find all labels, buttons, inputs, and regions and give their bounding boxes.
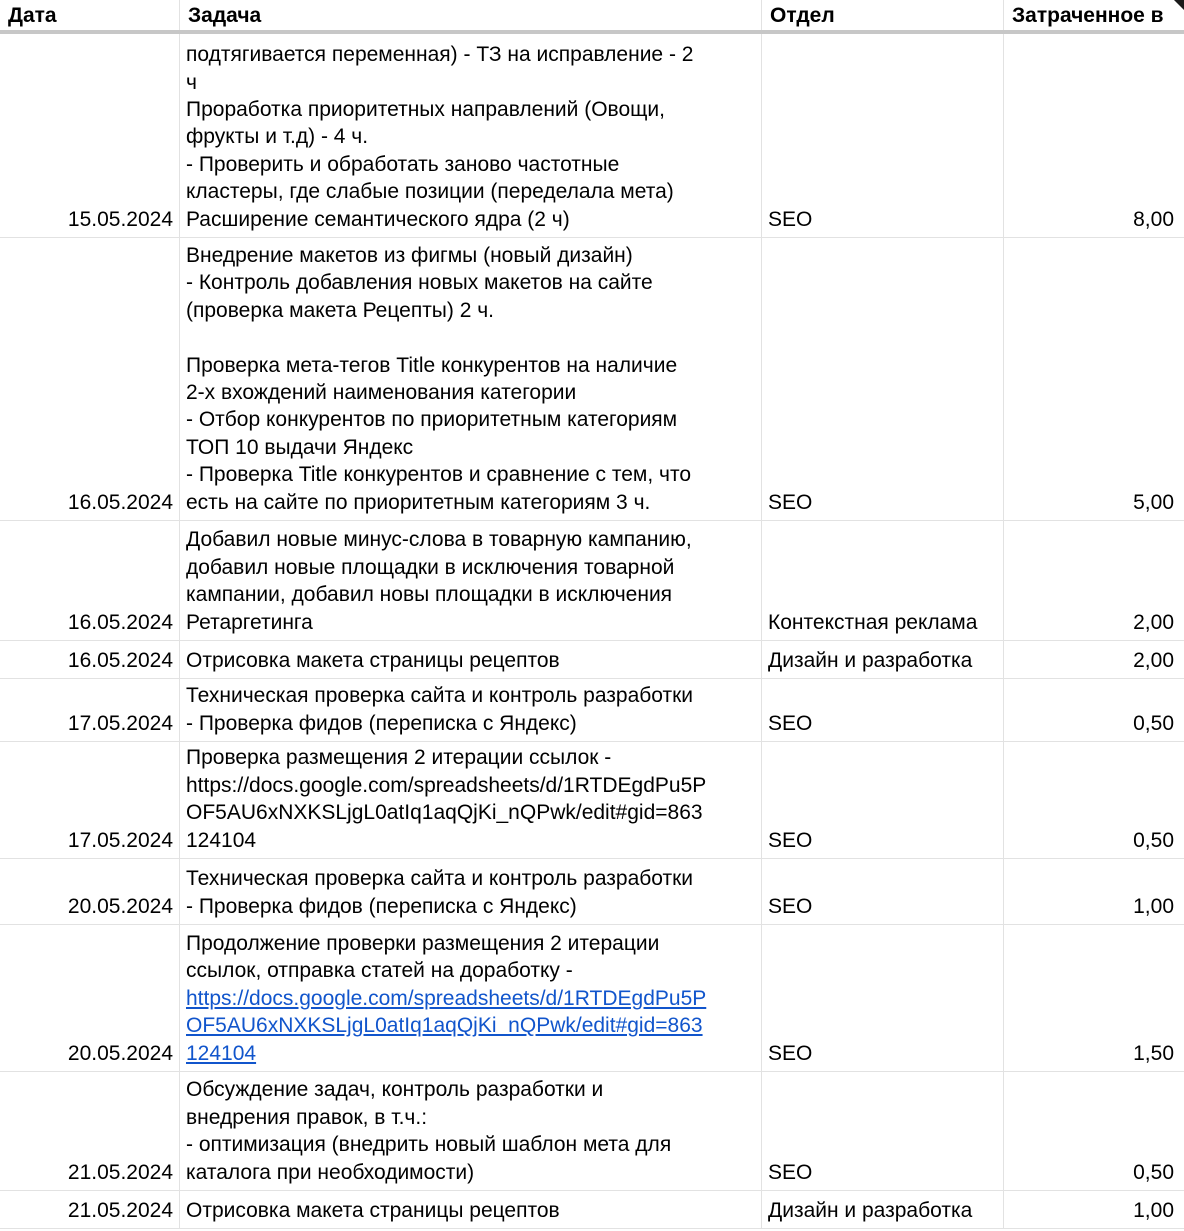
time-text: 0,50 xyxy=(1133,1160,1174,1184)
date-text: 15.05.2024 xyxy=(67,207,173,231)
time-text: 8,00 xyxy=(1133,207,1174,231)
cell-time[interactable] xyxy=(1004,1191,1184,1228)
cell-dept[interactable] xyxy=(762,1072,1004,1190)
task-line: Техническая проверка сайта и контроль разработки xyxy=(186,684,694,708)
task-line: OF5AU6xNXKSLjgL0atIq1aqQjKi_nQPwk/edit#gid=863 xyxy=(186,801,703,825)
cell-time[interactable] xyxy=(1004,34,1184,237)
date-text: 16.05.2024 xyxy=(67,490,173,514)
task-line: ТОП 10 выдачи Яндекс xyxy=(186,435,414,459)
table-row xyxy=(0,521,1184,641)
cell-date[interactable] xyxy=(0,1072,180,1190)
date-text: 17.05.2024 xyxy=(67,828,173,852)
task-line: 124104 xyxy=(186,828,257,852)
task-line: кампании, добавил новы площадки в исключения xyxy=(186,583,673,607)
time-text: 1,50 xyxy=(1133,1041,1174,1065)
cell-task[interactable] xyxy=(180,1191,762,1228)
cell-date[interactable] xyxy=(0,238,180,520)
column-header-task[interactable]: Задача xyxy=(180,0,762,30)
task-link-line[interactable]: OF5AU6xNXKSLjgL0atIq1aqQjKi_nQPwk/edit#gid=863 xyxy=(186,1014,703,1038)
task-link-line[interactable]: 124104 xyxy=(186,1041,257,1065)
cell-dept[interactable] xyxy=(762,742,1004,858)
cell-task[interactable] xyxy=(180,859,762,924)
task-line: Отрисовка макета страницы рецептов xyxy=(186,1198,560,1222)
task-line: Проработка приоритетных направлений (Овощи, xyxy=(186,97,665,121)
task-line: Добавил новые минус-слова в товарную кампанию, xyxy=(186,528,692,552)
table-row xyxy=(0,742,1184,859)
task-line: Расширение семантического ядра (2 ч) xyxy=(186,207,570,231)
header-corner-marker xyxy=(1174,0,1184,10)
cell-time[interactable] xyxy=(1004,238,1184,520)
cell-dept[interactable] xyxy=(762,34,1004,237)
task-line: подтягивается переменная) - ТЗ на исправление - 2 xyxy=(186,43,694,67)
table-row xyxy=(0,859,1184,925)
task-line-blank xyxy=(186,324,757,351)
cell-dept[interactable] xyxy=(762,238,1004,520)
cell-task[interactable] xyxy=(180,641,762,678)
dept-text: Дизайн и разработка xyxy=(768,1198,973,1222)
column-header-time[interactable]: Затраченное в xyxy=(1012,4,1164,27)
task-line: есть на сайте по приоритетным категориям 3 ч. xyxy=(186,490,651,514)
dept-text: Дизайн и разработка xyxy=(768,648,973,672)
cell-time[interactable] xyxy=(1004,641,1184,678)
table-row xyxy=(0,1072,1184,1191)
cell-date[interactable] xyxy=(0,521,180,640)
cell-time[interactable] xyxy=(1004,859,1184,924)
cell-dept[interactable] xyxy=(762,925,1004,1071)
cell-dept[interactable] xyxy=(762,1191,1004,1228)
cell-time[interactable] xyxy=(1004,925,1184,1071)
dept-text: SEO xyxy=(768,207,813,231)
dept-text: SEO xyxy=(768,894,813,918)
task-line: - Проверка фидов (переписка с Яндекс) xyxy=(186,894,577,918)
cell-task[interactable] xyxy=(180,742,762,858)
cell-date[interactable] xyxy=(0,859,180,924)
task-line: каталога при необходимости) xyxy=(186,1160,475,1184)
cell-time[interactable] xyxy=(1004,521,1184,640)
task-line: Проверка размещения 2 итерации ссылок - xyxy=(186,746,612,770)
task-line: - Проверить и обработать заново частотные xyxy=(186,152,620,176)
task-line: - Контроль добавления новых макетов на сайте xyxy=(186,271,653,295)
dept-text: SEO xyxy=(768,490,813,514)
cell-date[interactable] xyxy=(0,641,180,678)
task-line: - Проверка Title конкурентов и сравнение с тем, что xyxy=(186,463,692,487)
dept-text: SEO xyxy=(768,1160,813,1184)
table-row xyxy=(0,34,1184,238)
cell-task[interactable] xyxy=(180,679,762,741)
date-text: 17.05.2024 xyxy=(67,711,173,735)
table-row xyxy=(0,925,1184,1072)
task-line: 2-х вхождений наименования категории xyxy=(186,380,577,404)
cell-task[interactable] xyxy=(180,925,762,1071)
task-line: добавил новые площадки в исключения товарной xyxy=(186,555,675,579)
task-link-line[interactable]: https://docs.google.com/spreadsheets/d/1RTDEgdPu5P xyxy=(186,986,707,1010)
task-line: - Отбор конкурентов по приоритетным категориям xyxy=(186,408,678,432)
task-line: Обсуждение задач, контроль разработки и xyxy=(186,1078,604,1102)
date-text: 20.05.2024 xyxy=(67,894,173,918)
column-header-date[interactable]: Дата xyxy=(0,0,180,30)
time-text: 0,50 xyxy=(1133,828,1174,852)
time-text: 0,50 xyxy=(1133,711,1174,735)
date-text: 21.05.2024 xyxy=(67,1160,173,1184)
dept-text: SEO xyxy=(768,1041,813,1065)
date-text: 16.05.2024 xyxy=(67,648,173,672)
task-line: Ретаргетинга xyxy=(186,610,313,634)
date-text: 20.05.2024 xyxy=(67,1041,173,1065)
task-line: Отрисовка макета страницы рецептов xyxy=(186,648,560,672)
task-line: внедрения правок, в т.ч.: xyxy=(186,1105,428,1129)
cell-date[interactable] xyxy=(0,34,180,237)
table-row xyxy=(0,679,1184,742)
cell-task[interactable] xyxy=(180,238,762,520)
task-line: (проверка макета Рецепты) 2 ч. xyxy=(186,298,495,322)
task-line: - Проверка фидов (переписка с Яндекс) xyxy=(186,711,577,735)
cell-date[interactable] xyxy=(0,925,180,1071)
dept-text: SEO xyxy=(768,828,813,852)
cell-dept[interactable] xyxy=(762,521,1004,640)
cell-task[interactable] xyxy=(180,34,762,237)
task-line: ссылок, отправка статей на доработку - xyxy=(186,959,573,983)
cell-time[interactable] xyxy=(1004,1072,1184,1190)
header-row xyxy=(0,0,1184,34)
time-text: 5,00 xyxy=(1133,490,1174,514)
dept-text: SEO xyxy=(768,711,813,735)
table-row xyxy=(0,238,1184,521)
table-row xyxy=(0,641,1184,679)
task-line: Внедрение макетов из фигмы (новый дизайн) xyxy=(186,243,633,267)
date-text: 21.05.2024 xyxy=(67,1198,173,1222)
date-text: 16.05.2024 xyxy=(67,610,173,634)
time-text: 2,00 xyxy=(1133,610,1174,634)
dept-text: Контекстная реклама xyxy=(768,610,978,634)
time-text: 1,00 xyxy=(1133,1198,1174,1222)
task-line: https://docs.google.com/spreadsheets/d/1RTDEgdPu5P xyxy=(186,773,707,797)
task-line: фрукты и т.д) - 4 ч. xyxy=(186,125,369,149)
cell-task[interactable] xyxy=(180,1072,762,1190)
cell-dept[interactable] xyxy=(762,641,1004,678)
table-row xyxy=(0,1191,1184,1229)
cell-dept[interactable] xyxy=(762,679,1004,741)
column-header-dept[interactable]: Отдел xyxy=(762,0,1004,30)
cell-dept[interactable] xyxy=(762,859,1004,924)
task-line: Продолжение проверки размещения 2 итерации xyxy=(186,931,660,955)
cell-date[interactable] xyxy=(0,679,180,741)
time-text: 1,00 xyxy=(1133,894,1174,918)
task-line: - оптимизация (внедрить новый шаблон мета для xyxy=(186,1133,672,1157)
task-line: Проверка мета-тегов Title конкурентов на наличие xyxy=(186,353,678,377)
time-text: 2,00 xyxy=(1133,648,1174,672)
cell-time[interactable] xyxy=(1004,742,1184,858)
cell-date[interactable] xyxy=(0,1191,180,1228)
task-line: кластеры, где слабые позиции (переделала мета) xyxy=(186,180,674,204)
task-line: ч xyxy=(186,70,197,94)
cell-task[interactable] xyxy=(180,521,762,640)
cell-time[interactable] xyxy=(1004,679,1184,741)
cell-date[interactable] xyxy=(0,742,180,858)
task-line: Техническая проверка сайта и контроль разработки xyxy=(186,867,694,891)
